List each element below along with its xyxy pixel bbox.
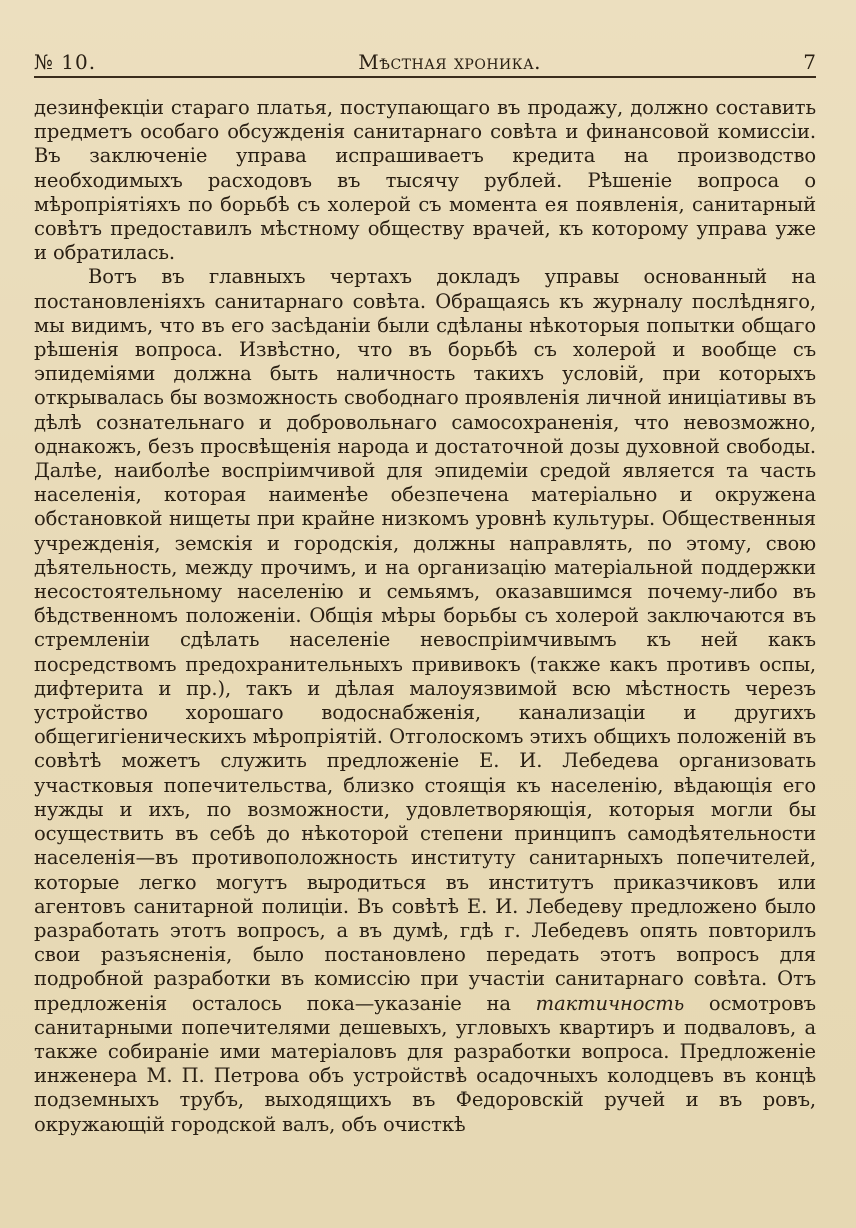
page-number: 7 [803,50,816,74]
section-title: Мѣстная хроника. [358,50,542,74]
paragraph-text: Вотъ въ главныхъ чертахъ докладъ управы основанный на постановленіяхъ санитарнаго совѣта. Обращаясь къ журналу послѣдняго, мы видимъ, что въ его засѣданіи были сдѣланы нѣкоторыя попытки общаго рѣшенія вопроса. Извѣстно, что въ борьбѣ съ холерой и вообще съ эпидеміями должна быть наличность такихъ условій, при которыхъ открывалась бы возможность свободнаго проявленія личной иниціативы въ дѣлѣ сознательнаго и добровольнаго самосохраненія, что невозможно, однакожъ, безъ просвѣщенія народа и достаточной дозы духовной свободы. Далѣе, наиболѣе воспріимчивой для эпидеміи средой является та часть населенія, которая наименѣе обезпечена матеріально и окружена обстановкой нищеты при крайне низкомъ уровнѣ культуры. Общественныя учрежденія, земскія и городскія, должны направлять, по этому, свою дѣятельность, между прочимъ, и на организацію матеріальной поддержки несостоятельному населенію и семьямъ, оказавшимся почему-либо въ бѣдственномъ положеніи. Общія мѣры борьбы съ холерой заключаются въ стремленіи сдѣлать населеніе невоспріимчивымъ къ ней какъ посредствомъ предохранительныхъ прививокъ (также какъ противъ оспы, дифтерита и пр.), такъ и дѣлая малоуязвимой всю мѣстность черезъ устройство хорошаго водоснабженія, канализаціи и другихъ общегигіеническихъ мѣропріятій. Отголоскомъ этихъ общихъ положеній въ совѣтѣ можетъ служить предложеніе Е. И. Лебедева организовать участковыя попечительства, близко стоящія къ населенію, вѣдающія его нужды и ихъ, по возможности, удовлетворяющія, которыя могли бы осуществить въ себѣ до нѣкоторой степени принципъ самодѣятельности населенія—въ противоположность институту санитарныхъ попечителей, которые легко могутъ выродиться въ институтъ приказчиковъ или агентовъ санитарной полиціи. Въ совѣтѣ Е. И. Лебедеву предложено было разработать этотъ вопросъ, а въ думѣ, гдѣ г. Лебедевъ опять повторилъ свои разъясненія, было постановлено передать этотъ вопросъ для подробной разработки въ комиссію при участіи санитарнаго совѣта. Отъ предложенія осталось пока—указаніе на [34,265,816,1015]
running-header [34,44,816,78]
page-body [34,96,816,1137]
paragraph: дезинфекціи стараго платья, поступающаго въ продажу, должно составить предметъ особаго обсужденія санитарнаго совѣта и финансовой комиссіи. Въ заключеніе управа испрашиваетъ кредита на производство необходимыхъ расходовъ въ тысячу рублей. Рѣшеніе вопроса о мѣропріятіяхъ по борьбѣ съ холерой съ момента ея появленія, санитарный совѣтъ предоставилъ мѣстному обществу врачей, къ которому управа уже и обратилась. [34,96,816,265]
paragraph-text: осмотровъ санитарными попечителями дешевыхъ, угловыхъ квартиръ и подваловъ, а также собираніе ими матеріаловъ для разработки вопроса. Предложеніе инженера М. П. Петрова объ устройствѣ осадочныхъ колодцевъ въ концѣ подземныхъ трубъ, выходящихъ въ Федоровскій ручей и въ ровъ, окружающій городской валъ, объ очисткѣ [34,991,816,1136]
issue-number: № 10. [34,50,97,74]
paragraph [34,265,816,1136]
italic-emphasis: тактичность [535,991,685,1015]
